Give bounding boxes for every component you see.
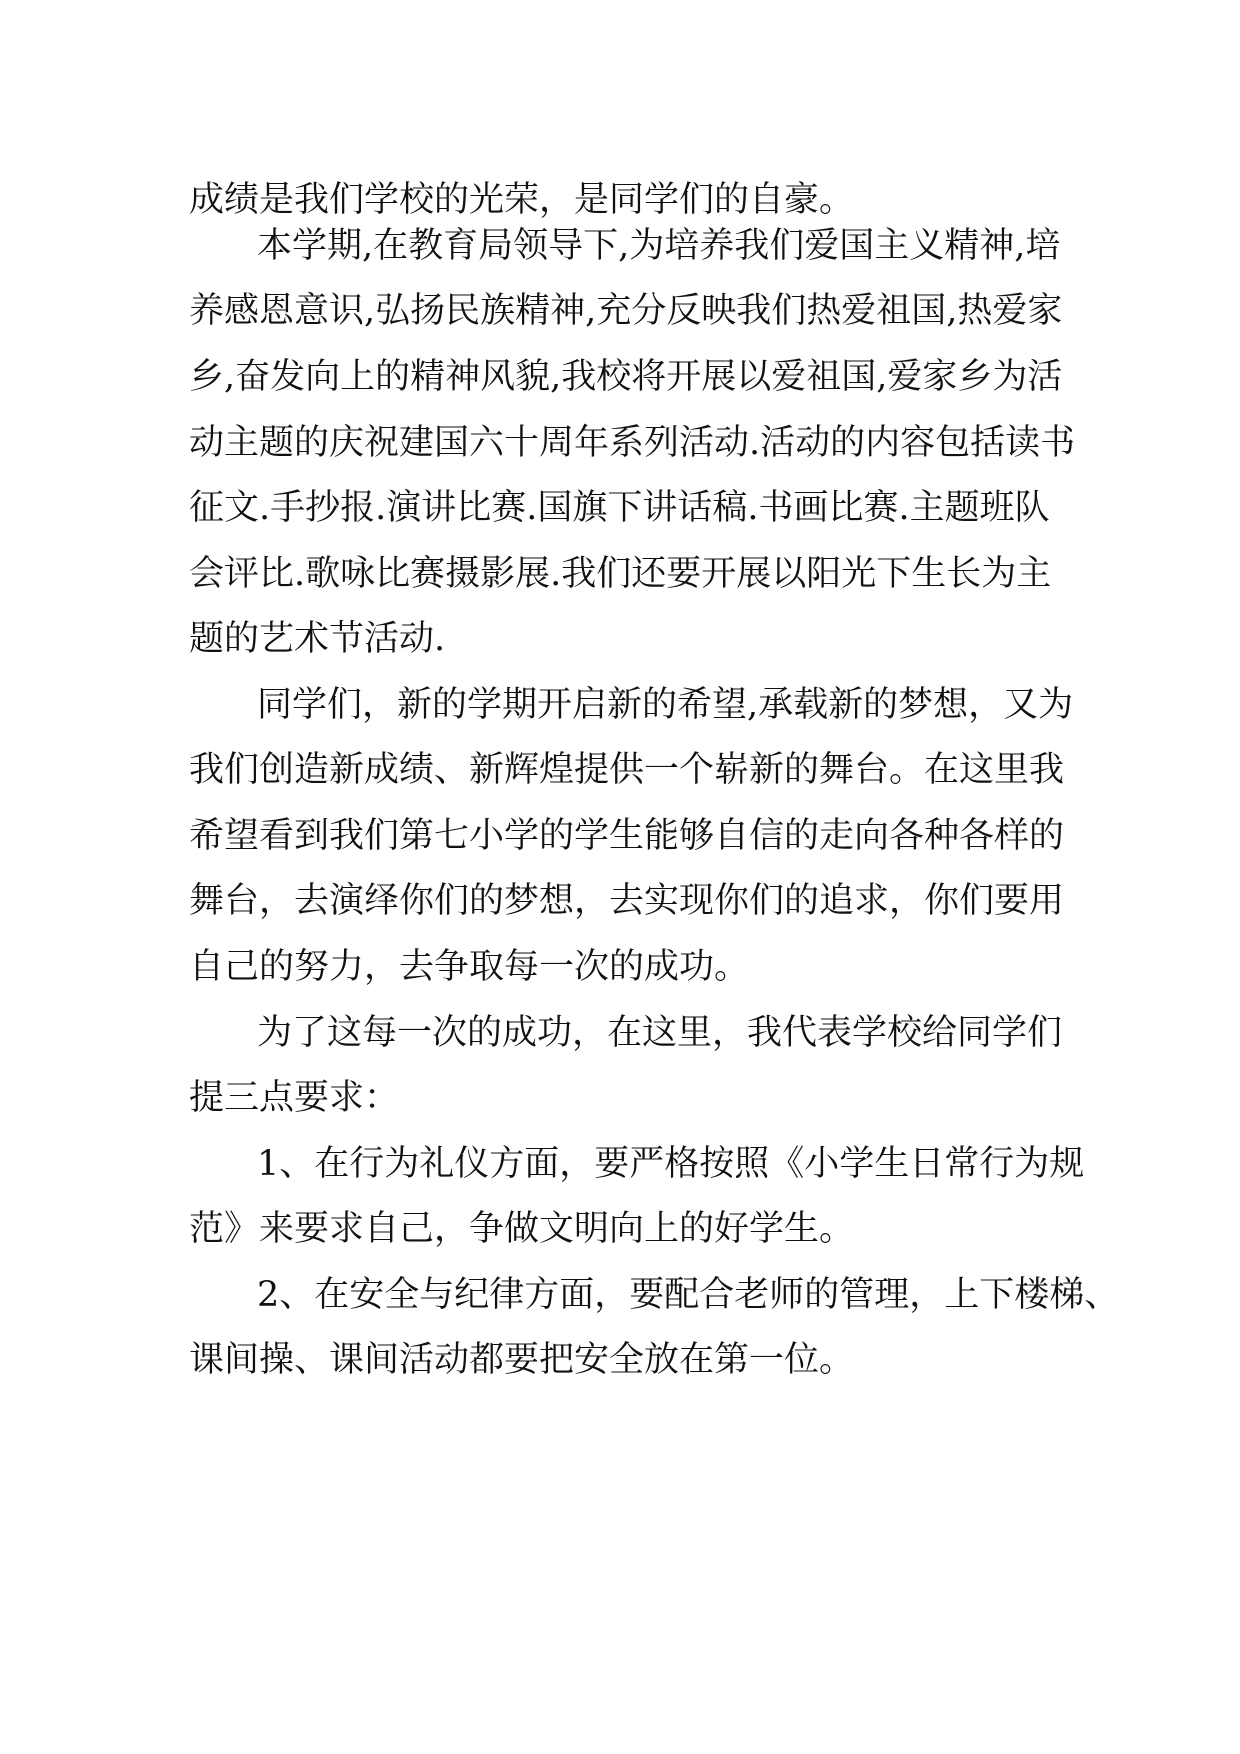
text-line: 动主题的庆祝建国六十周年系列活动.活动的内容包括读书 (189, 423, 1076, 463)
text-line: 会评比.歌咏比赛摄影展.我们还要开展以阳光下生长为主 (189, 554, 1052, 594)
paragraph-first-line: 1、在行为礼仪方面，要严格按照《小学生日常行为规 (257, 1144, 1085, 1184)
paragraph-first-line: 2、在安全与纪律方面，要配合老师的管理，上下楼梯、 (257, 1275, 1120, 1315)
text-line: 自己的努力，去争取每一次的成功。 (189, 947, 750, 987)
text-line: 乡,奋发向上的精神风貌,我校将开展以爱祖国,爱家乡为活 (189, 357, 1063, 397)
paragraph-first-line: 同学们，新的学期开启新的希望,承载新的梦想，又为 (257, 685, 1074, 725)
text-line: 课间操、课间活动都要把安全放在第一位。 (189, 1340, 855, 1380)
text-line: 养感恩意识,弘扬民族精神,充分反映我们热爱祖国,热爱家 (189, 291, 1063, 331)
paragraph-first-line: 本学期,在教育局领导下,为培养我们爱国主义精神,培 (257, 226, 1061, 266)
text-line: 提三点要求： (189, 1078, 400, 1118)
paragraph-first-line: 为了这每一次的成功，在这里，我代表学校给同学们 (257, 1013, 1063, 1053)
text-line: 成绩是我们学校的光荣，是同学们的自豪。 (189, 180, 855, 220)
text-line: 题的艺术节活动. (189, 619, 446, 659)
text-line: 我们创造新成绩、新辉煌提供一个崭新的舞台。在这里我 (189, 750, 1065, 790)
text-line: 范》来要求自己，争做文明向上的好学生。 (189, 1209, 855, 1249)
text-line: 舞台，去演绎你们的梦想，去实现你们的追求，你们要用 (189, 881, 1065, 921)
text-line: 征文.手抄报.演讲比赛.国旗下讲话稿.书画比赛.主题班队 (189, 488, 1050, 528)
text-line: 希望看到我们第七小学的学生能够自信的走向各种各样的 (189, 816, 1065, 856)
